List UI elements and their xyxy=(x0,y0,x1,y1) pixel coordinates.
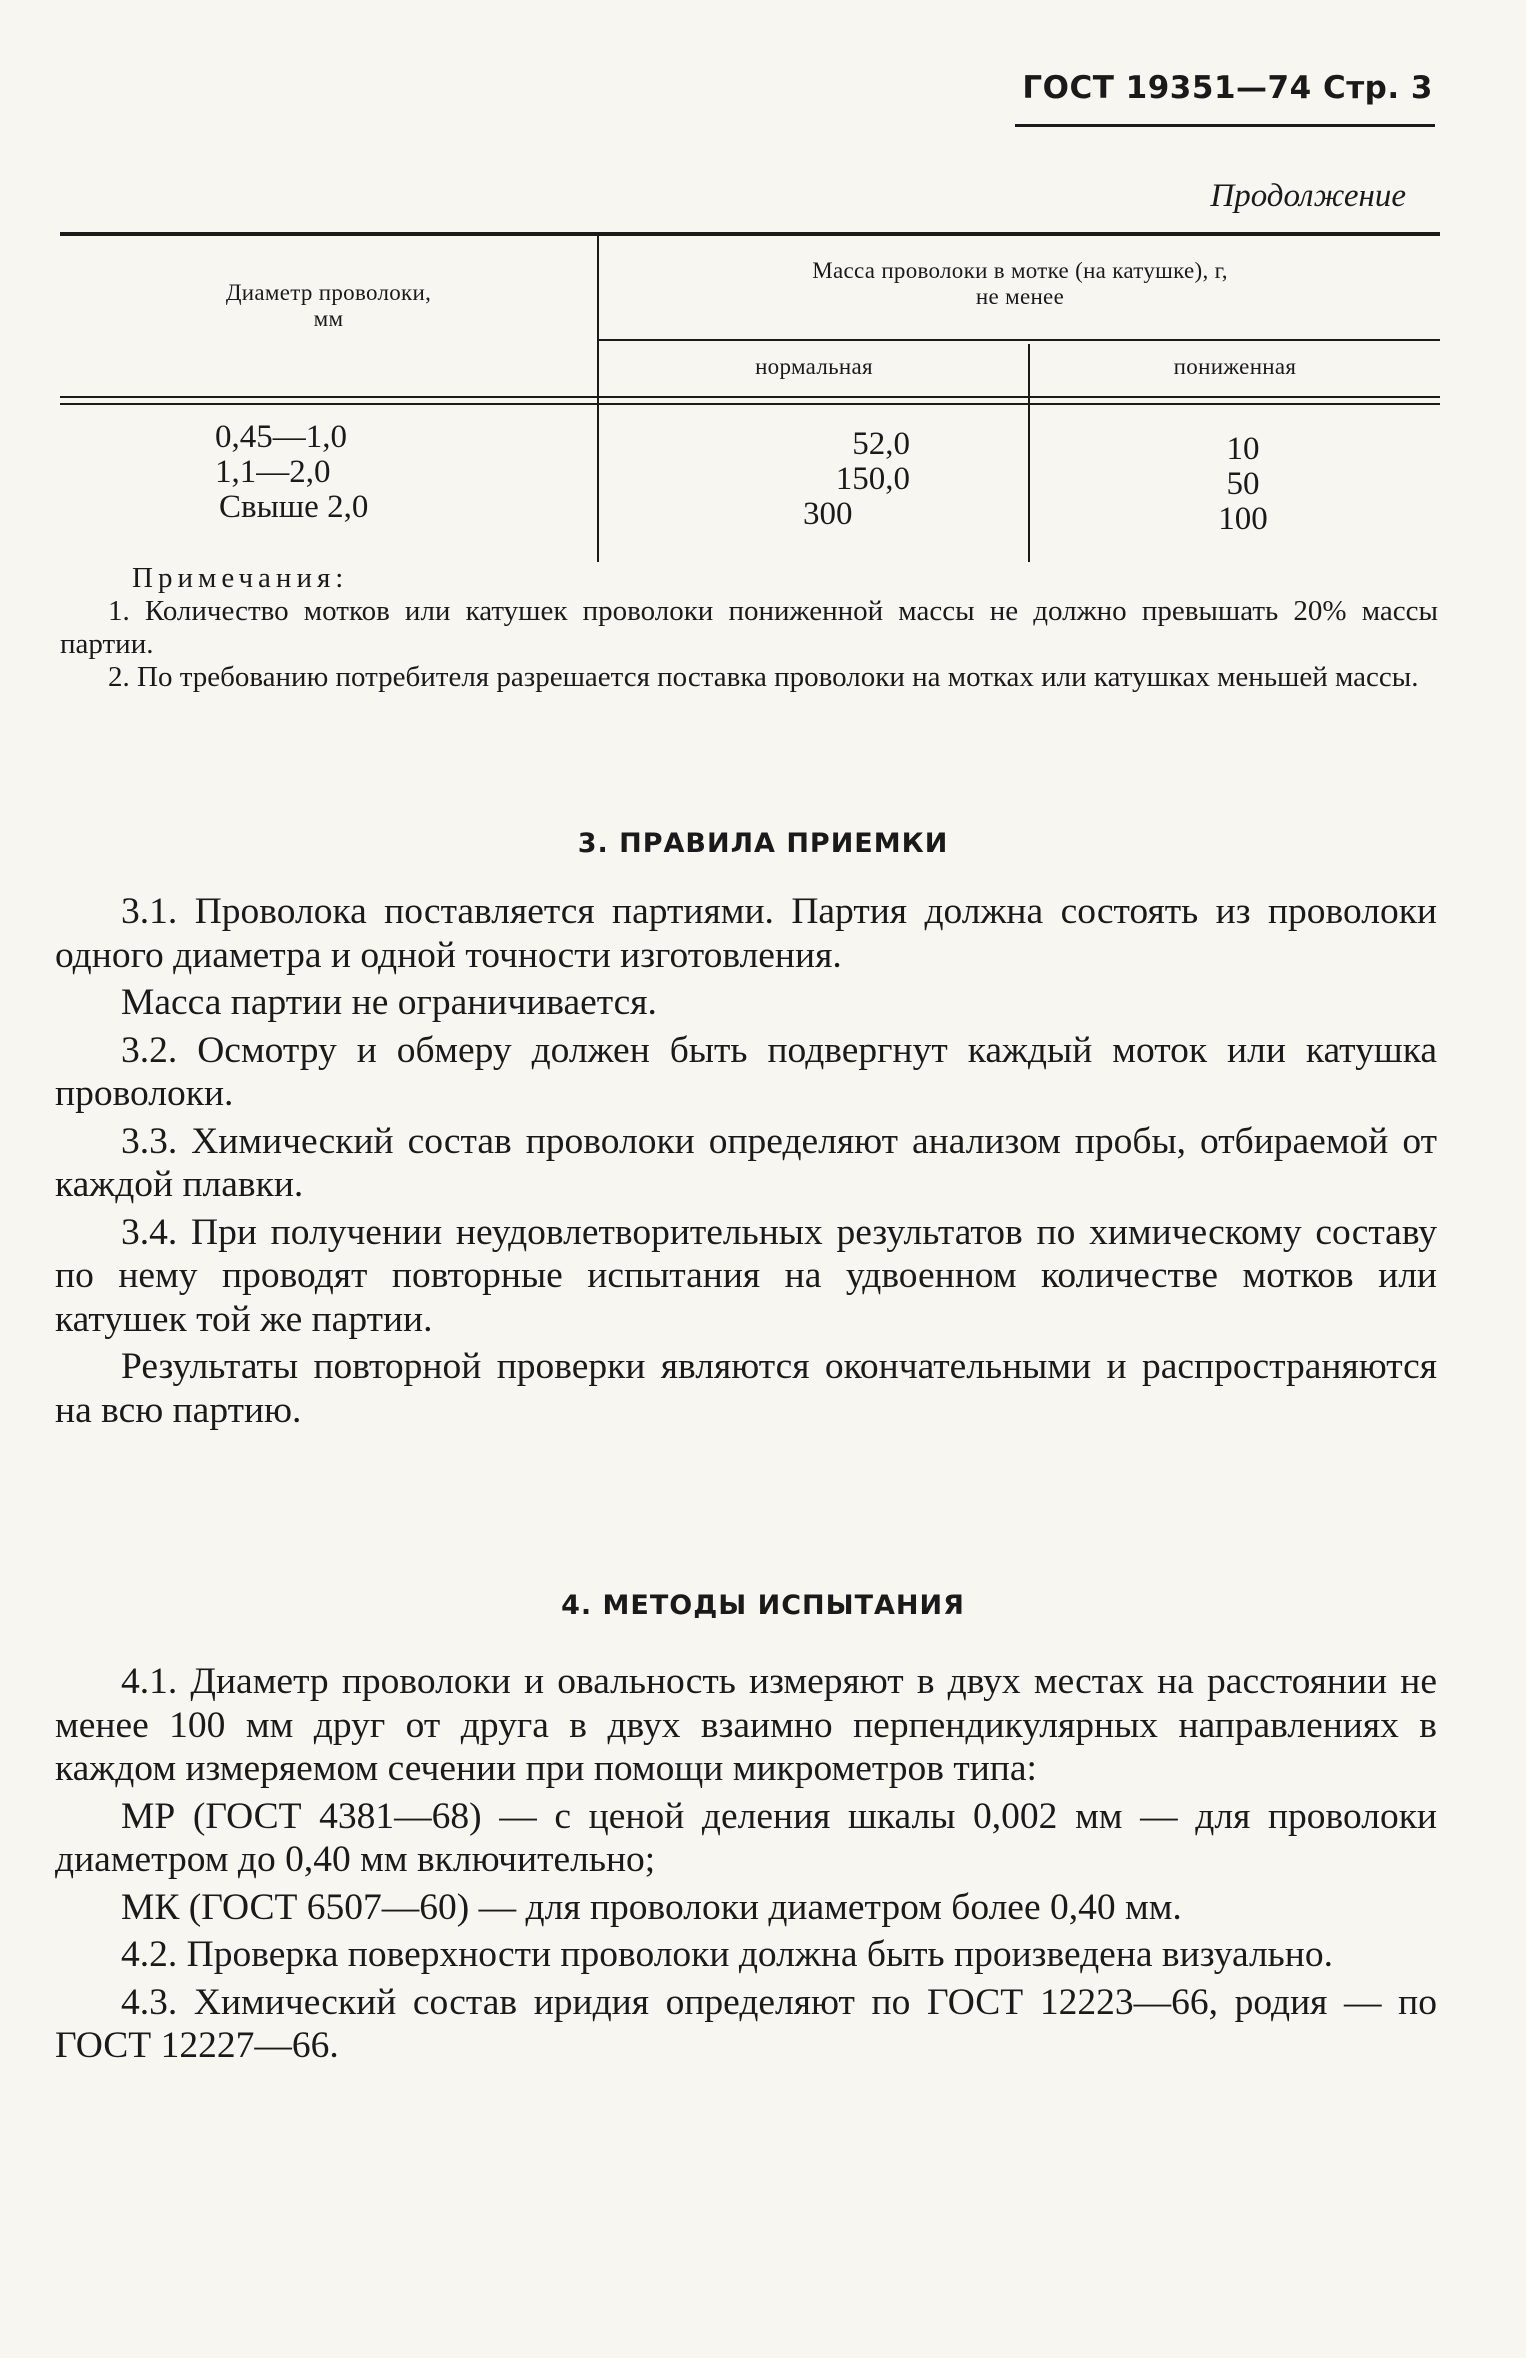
table-notes xyxy=(60,562,1438,694)
cell-diameter: 1,1—2,0 xyxy=(215,454,331,490)
paragraph: 4.1. Диаметр проволоки и овальность измеряют в двух местах на расстоянии не менее 100 мм друг от друга в двух взаимно перпендикулярных направлениях в каждом измеряемом сечении при помощи микрометров типа: xyxy=(55,1661,1437,1789)
header-mass xyxy=(600,258,1440,310)
paragraph: Масса партии не ограничивается. xyxy=(121,982,657,1023)
table-column-normal xyxy=(740,427,910,532)
header-diameter xyxy=(60,280,597,332)
cell-diameter: Свыше 2,0 xyxy=(219,489,369,525)
cell-normal: 52,0 xyxy=(852,426,910,462)
header-reduced: пониженная xyxy=(1173,354,1297,379)
header-mass-label: Масса проволоки в мотке (на катушке), г, xyxy=(812,258,1228,283)
note-item: 1. Количество мотков или катушек проволоки пониженной массы не должно превышать 20% массы партии. xyxy=(60,595,1438,660)
table-header-double-rule xyxy=(60,396,1440,398)
cell-diameter: 0,45—1,0 xyxy=(215,419,347,455)
cell-normal: 150,0 xyxy=(835,461,910,497)
paragraph: МР (ГОСТ 4381—68) — с ценой деления шкалы 0,002 мм — для проволоки диаметром до 0,40 мм включительно; xyxy=(55,1795,1437,1880)
header-diameter-unit: мм xyxy=(313,306,344,331)
notes-heading: Примечания: xyxy=(132,562,349,594)
header-normal: нормальная xyxy=(755,354,873,379)
header-rule xyxy=(1015,124,1435,127)
table-header-double-rule xyxy=(60,403,1440,405)
running-header: ГОСТ 19351—74 Стр. 3 xyxy=(1022,70,1433,106)
paragraph: 4.2. Проверка поверхности проволоки должна быть произведена визуально. xyxy=(121,1934,1333,1975)
paragraph: 4.3. Химический состав иридия определяют по ГОСТ 12223—66, родия — по ГОСТ 12227—66. xyxy=(55,1981,1437,2066)
paragraph: Результаты повторной проверки являются окончательными и распространяются на всю партию. xyxy=(55,1346,1437,1431)
section-4-body xyxy=(55,1660,1437,2068)
mass-table xyxy=(60,220,1440,562)
table-column-diameter xyxy=(215,420,435,525)
header-diameter-label: Диаметр проволоки, xyxy=(225,280,432,305)
table-top-rule xyxy=(60,232,1440,236)
paragraph: 3.3. Химический состав проволоки определяют анализом пробы, отбираемой от каждой плавки. xyxy=(55,1120,1437,1205)
cell-reduced: 10 xyxy=(1226,431,1260,467)
cell-reduced: 100 xyxy=(1218,501,1268,537)
paragraph: 3.4. При получении неудовлетворительных результатов по химическому составу по нему проводят повторные испытания на удвоенном количестве мотков или катушек той же партии. xyxy=(55,1211,1437,1340)
header-mass-sub: не менее xyxy=(975,284,1065,309)
section-title: 4. МЕТОДЫ ИСПЫТАНИЯ xyxy=(561,1590,965,1621)
section-title: 3. ПРАВИЛА ПРИЕМКИ xyxy=(577,828,949,859)
table-vertical-rule xyxy=(597,236,599,562)
paragraph: МК (ГОСТ 6507—60) — для проволоки диаметром более 0,40 мм. xyxy=(121,1886,1182,1928)
cell-reduced: 50 xyxy=(1226,466,1260,502)
section-3-body xyxy=(55,890,1437,1432)
paragraph: 3.2. Осмотру и обмеру должен быть подвергнут каждый моток или катушка проволоки. xyxy=(55,1029,1437,1114)
note-item: 2. По требованию потребителя разрешается поставка проволоки на мотках или катушках меньшей массы. xyxy=(108,661,1419,693)
table-column-reduced xyxy=(1188,432,1298,537)
cell-normal: 300 xyxy=(803,496,853,532)
table-header-subrule xyxy=(599,339,1440,341)
paragraph: 3.1. Проволока поставляется партиями. Партия должна состоять из проволоки одного диаметра и одной точности изготовления. xyxy=(55,891,1437,976)
table-continuation-label: Продолжение xyxy=(1210,178,1406,214)
